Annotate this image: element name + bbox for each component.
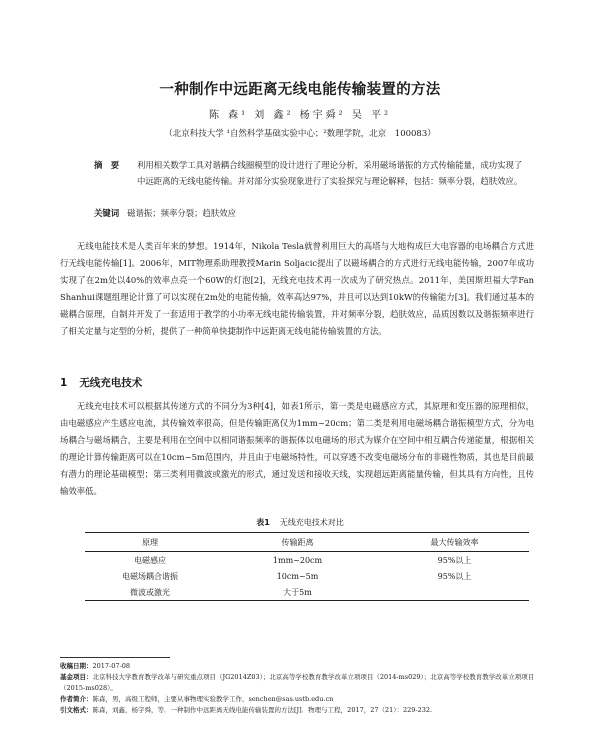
table-label: 表1 (256, 518, 270, 527)
footnote-text: 2017-07-08 (92, 662, 130, 670)
table-cell: 微波或激光 (85, 584, 215, 601)
footnote-text: 陈森，男，高级工程师，主要从事物理实验教学工作，senchen@sas.ustb.edu.cn (92, 695, 334, 703)
keywords-label: 关键词 (94, 208, 120, 218)
table-cell: 95%以上 (437, 555, 472, 565)
keywords-text: 磁谐振；频率分裂；趋肤效应 (127, 208, 236, 218)
table-cell: 1mm~20cm (272, 555, 323, 565)
table-caption-text: 无线充电技术对比 (279, 518, 344, 527)
section-1-text: 无线充电技术可以根据其传递方式的不同分为3种[4]，如表1所示，第一类是电磁感应方式，其原理和变压器的原理相似，由电磁感应产生感应电流，其传输效率很高，但是传输距离仅为1mm~20cm；第二类是利用电磁场耦合谐振模型方式，分为电场耦合与磁场耦合，主要是利用在空间中以相同谐振频率的谐振体以电磁场的形式为媒介在空间中相互耦合传递能量，根据相关的理论计算传输距离可以在10cm~5m范围内，并且由于电磁场特性，可以穿透不改变电磁场分布的非磁性物质，其也是目前最有潜力的理论基础模型；第三类利用微波或激光的形式，通过发送和接收天线，实现超远距离能量传输，但其具有方向性，且传输效率低。 (60, 401, 534, 496)
table-row (85, 552, 529, 569)
abstract-block (94, 157, 524, 189)
section-number: 1 (60, 377, 68, 389)
table-caption (0, 517, 600, 528)
table-row (85, 584, 529, 601)
footnote-author (60, 694, 538, 705)
table-cell: 10cm~5m (276, 571, 319, 581)
comparison-table (85, 532, 529, 601)
footnote-text: 北京科技大学教育教学改革与研究重点项目（JG2014Z03）；北京高等学校教育教学改革立项项目（2014-ms029）；北京高等学校教育教学改革立项项目（2015-ms028）。 (60, 673, 535, 692)
table-cell: 大于5m (215, 584, 380, 601)
footnote-label: 作者简介： (60, 695, 93, 703)
table-header-row (85, 533, 529, 552)
table-cell (380, 584, 529, 601)
table-header-cell: 原理 (85, 533, 215, 552)
section-title: 无线充电技术 (79, 377, 143, 389)
table-header-cell: 最大传输效率 (380, 533, 529, 552)
footnote-label: 基金项目： (60, 673, 93, 681)
table-header-cell: 传输距离 (215, 533, 380, 552)
abstract-text: 利用相关数学工具对谐耦合线圈模型的设计进行了理论分析，采用磁场谐振的方式传输能量，成功实现了中远距离的无线电能传输。并对部分实验现象进行了实验探究与理论解释，包括：频率分裂，趋肤效应。 (137, 160, 523, 186)
table-cell: 电磁感应 (134, 555, 166, 565)
table-row (85, 568, 529, 584)
section-1-paragraph (60, 398, 534, 500)
footnote-fund (60, 672, 538, 694)
paper-title: 一种制作中远距离无线电能传输装置的方法 (159, 82, 441, 98)
affiliation: （北京科技大学 ¹自然科学基础实验中心；²数理学院，北京 100083） (164, 129, 436, 139)
table-cell: 95%以上 (437, 571, 472, 581)
footnote-label: 收稿日期： (60, 662, 93, 670)
author-list: 陈 森¹ 刘 鑫² 杨宇舜² 吴 平² (208, 110, 392, 121)
section-1-heading (60, 375, 142, 390)
intro-paragraph (60, 238, 534, 340)
footnote-received (60, 661, 538, 672)
footnotes (60, 661, 538, 716)
footnote-citation (60, 705, 538, 716)
intro-text: 无线电能技术是人类百年来的梦想。1914年，Nikola Tesla就曾利用巨大的高塔与大地构成巨大电容器的电场耦合方式进行无线电能传输[1]。2006年，MIT物理系助理教授Marin Soljacic提出了以磁场耦合的方式进行无线电能传输，2007年成功实现了在2m处以40%的效率点亮一个60W的灯泡[2]，无线充电技术再一次成为了研究热点。2011年，美国斯坦福大学Fan Shanhui课题组理论计算了可以实现在2m处的电能传输，效率高达97%，并且可以达到10kW的传输能力[3]。我们通过基本的磁耦合原理，自制并开发了一套适用于教学的小功率无线电能传输装置，并对频率分裂，趋肤效应，品质因数以及谐振频率进行了相关定量与定型的分析，提供了一种简单快捷制作中远距离无线电能传输装置的方法。 (60, 241, 534, 336)
footnote-text: 陈森，刘鑫，杨宇舜，等．一种制作中远距离无线电能传输装置的方法[J]．物理与工程，2017，27（21）：229-232. (92, 706, 433, 714)
footnote-divider (60, 657, 170, 658)
abstract-label: 摘 要 (94, 160, 120, 170)
footnote-label: 引文格式： (60, 706, 93, 714)
keywords-block (94, 207, 524, 219)
table-cell: 电磁场耦合谐振 (122, 571, 178, 581)
